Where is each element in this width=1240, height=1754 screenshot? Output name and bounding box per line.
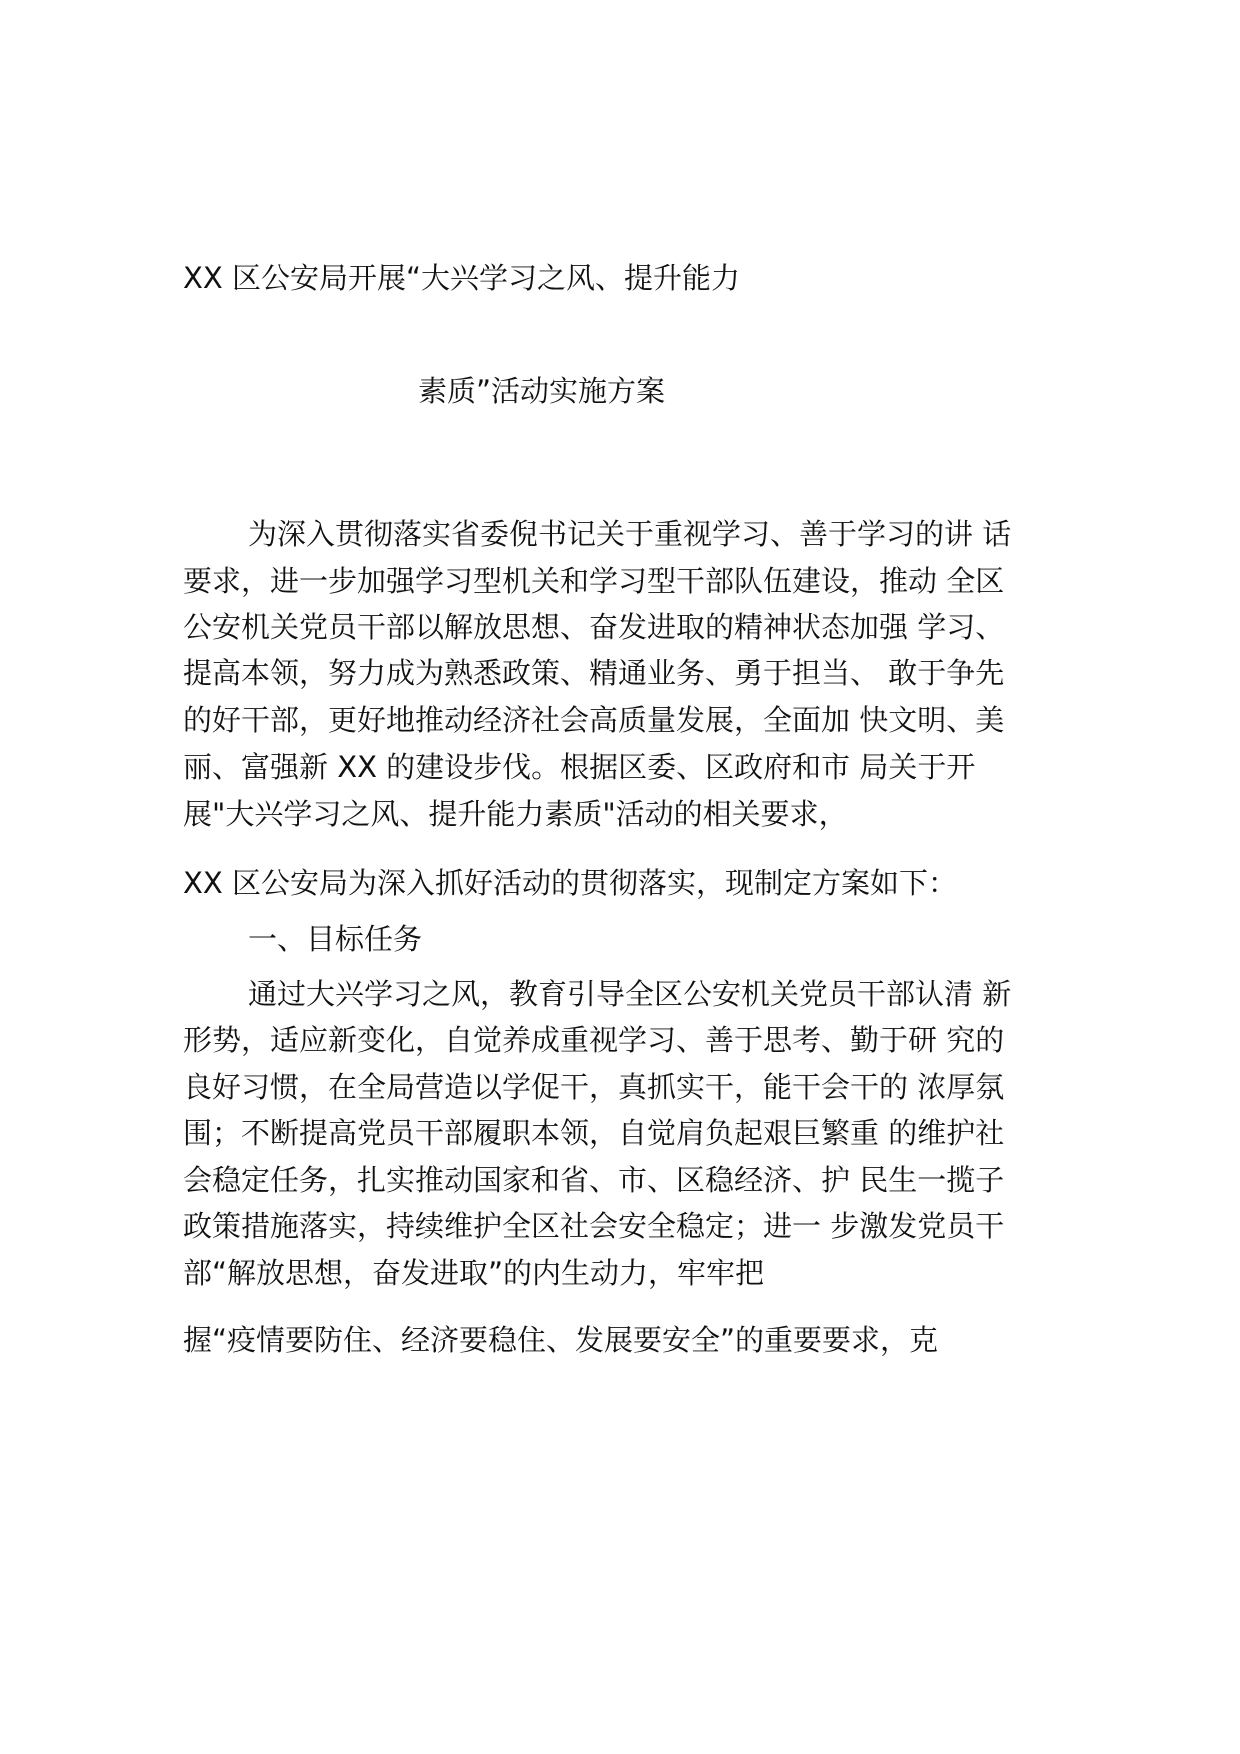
document-title-line-1: XX 区公安局开展“大兴学习之风、提升能力 [183,261,740,295]
section-line-7: 部“解放思想，奋发进取”的内生动力，牢牢把 [183,1256,765,1290]
section-line-6: 政策措施落实，持续维护全区社会安全稳定；进一 步激发党员干 [183,1209,1005,1243]
section-line-8: 握“疫情要防住、经济要稳住、发展要安全”的重要要求，克 [183,1323,939,1357]
intro-line-6: 丽、富强新 XX 的建设步伐。根据区委、区政府和市 局关于开 [183,750,976,784]
section-line-2: 形势，适应新变化，自觉养成重视学习、善于思考、勤于研 究的 [183,1023,1005,1057]
document-title-line-2: 素质”活动实施方案 [418,374,666,408]
section-heading: 一、目标任务 [248,922,423,956]
section-line-4: 围；不断提高党员干部履职本领，自觉肩负起艰巨繁重 的维护社 [183,1116,1005,1150]
intro-line-3: 公安机关党员干部以解放思想、奋发进取的精神状态加强 学习、 [183,610,1005,644]
intro-line-1: 为深入贯彻落实省委倪书记关于重视学习、善于学习的讲 话 [248,517,1012,551]
intro-line-5: 的好干部，更好地推动经济社会高质量发展，全面加 快文明、美 [183,703,1005,737]
intro-line-7: 展"大兴学习之风、提升能力素质"活动的相关要求， [183,797,848,831]
section-line-3: 良好习惯，在全局营造以学促干，真抓实干，能干会干的 浓厚氛 [183,1070,1005,1104]
intro-line-8: XX 区公安局为深入抓好活动的贯彻落实，现制定方案如下： [183,866,957,900]
section-line-1: 通过大兴学习之风，教育引导全区公安机关党员干部认清 新 [248,977,1012,1011]
intro-line-2: 要求，进一步加强学习型机关和学习型干部队伍建设，推动 全区 [183,564,1005,598]
section-line-5: 会稳定任务，扎实推动国家和省、市、区稳经济、护 民生一揽子 [183,1163,1005,1197]
intro-line-4: 提高本领，努力成为熟悉政策、精通业务、勇于担当、 敢于争先 [183,656,1005,690]
